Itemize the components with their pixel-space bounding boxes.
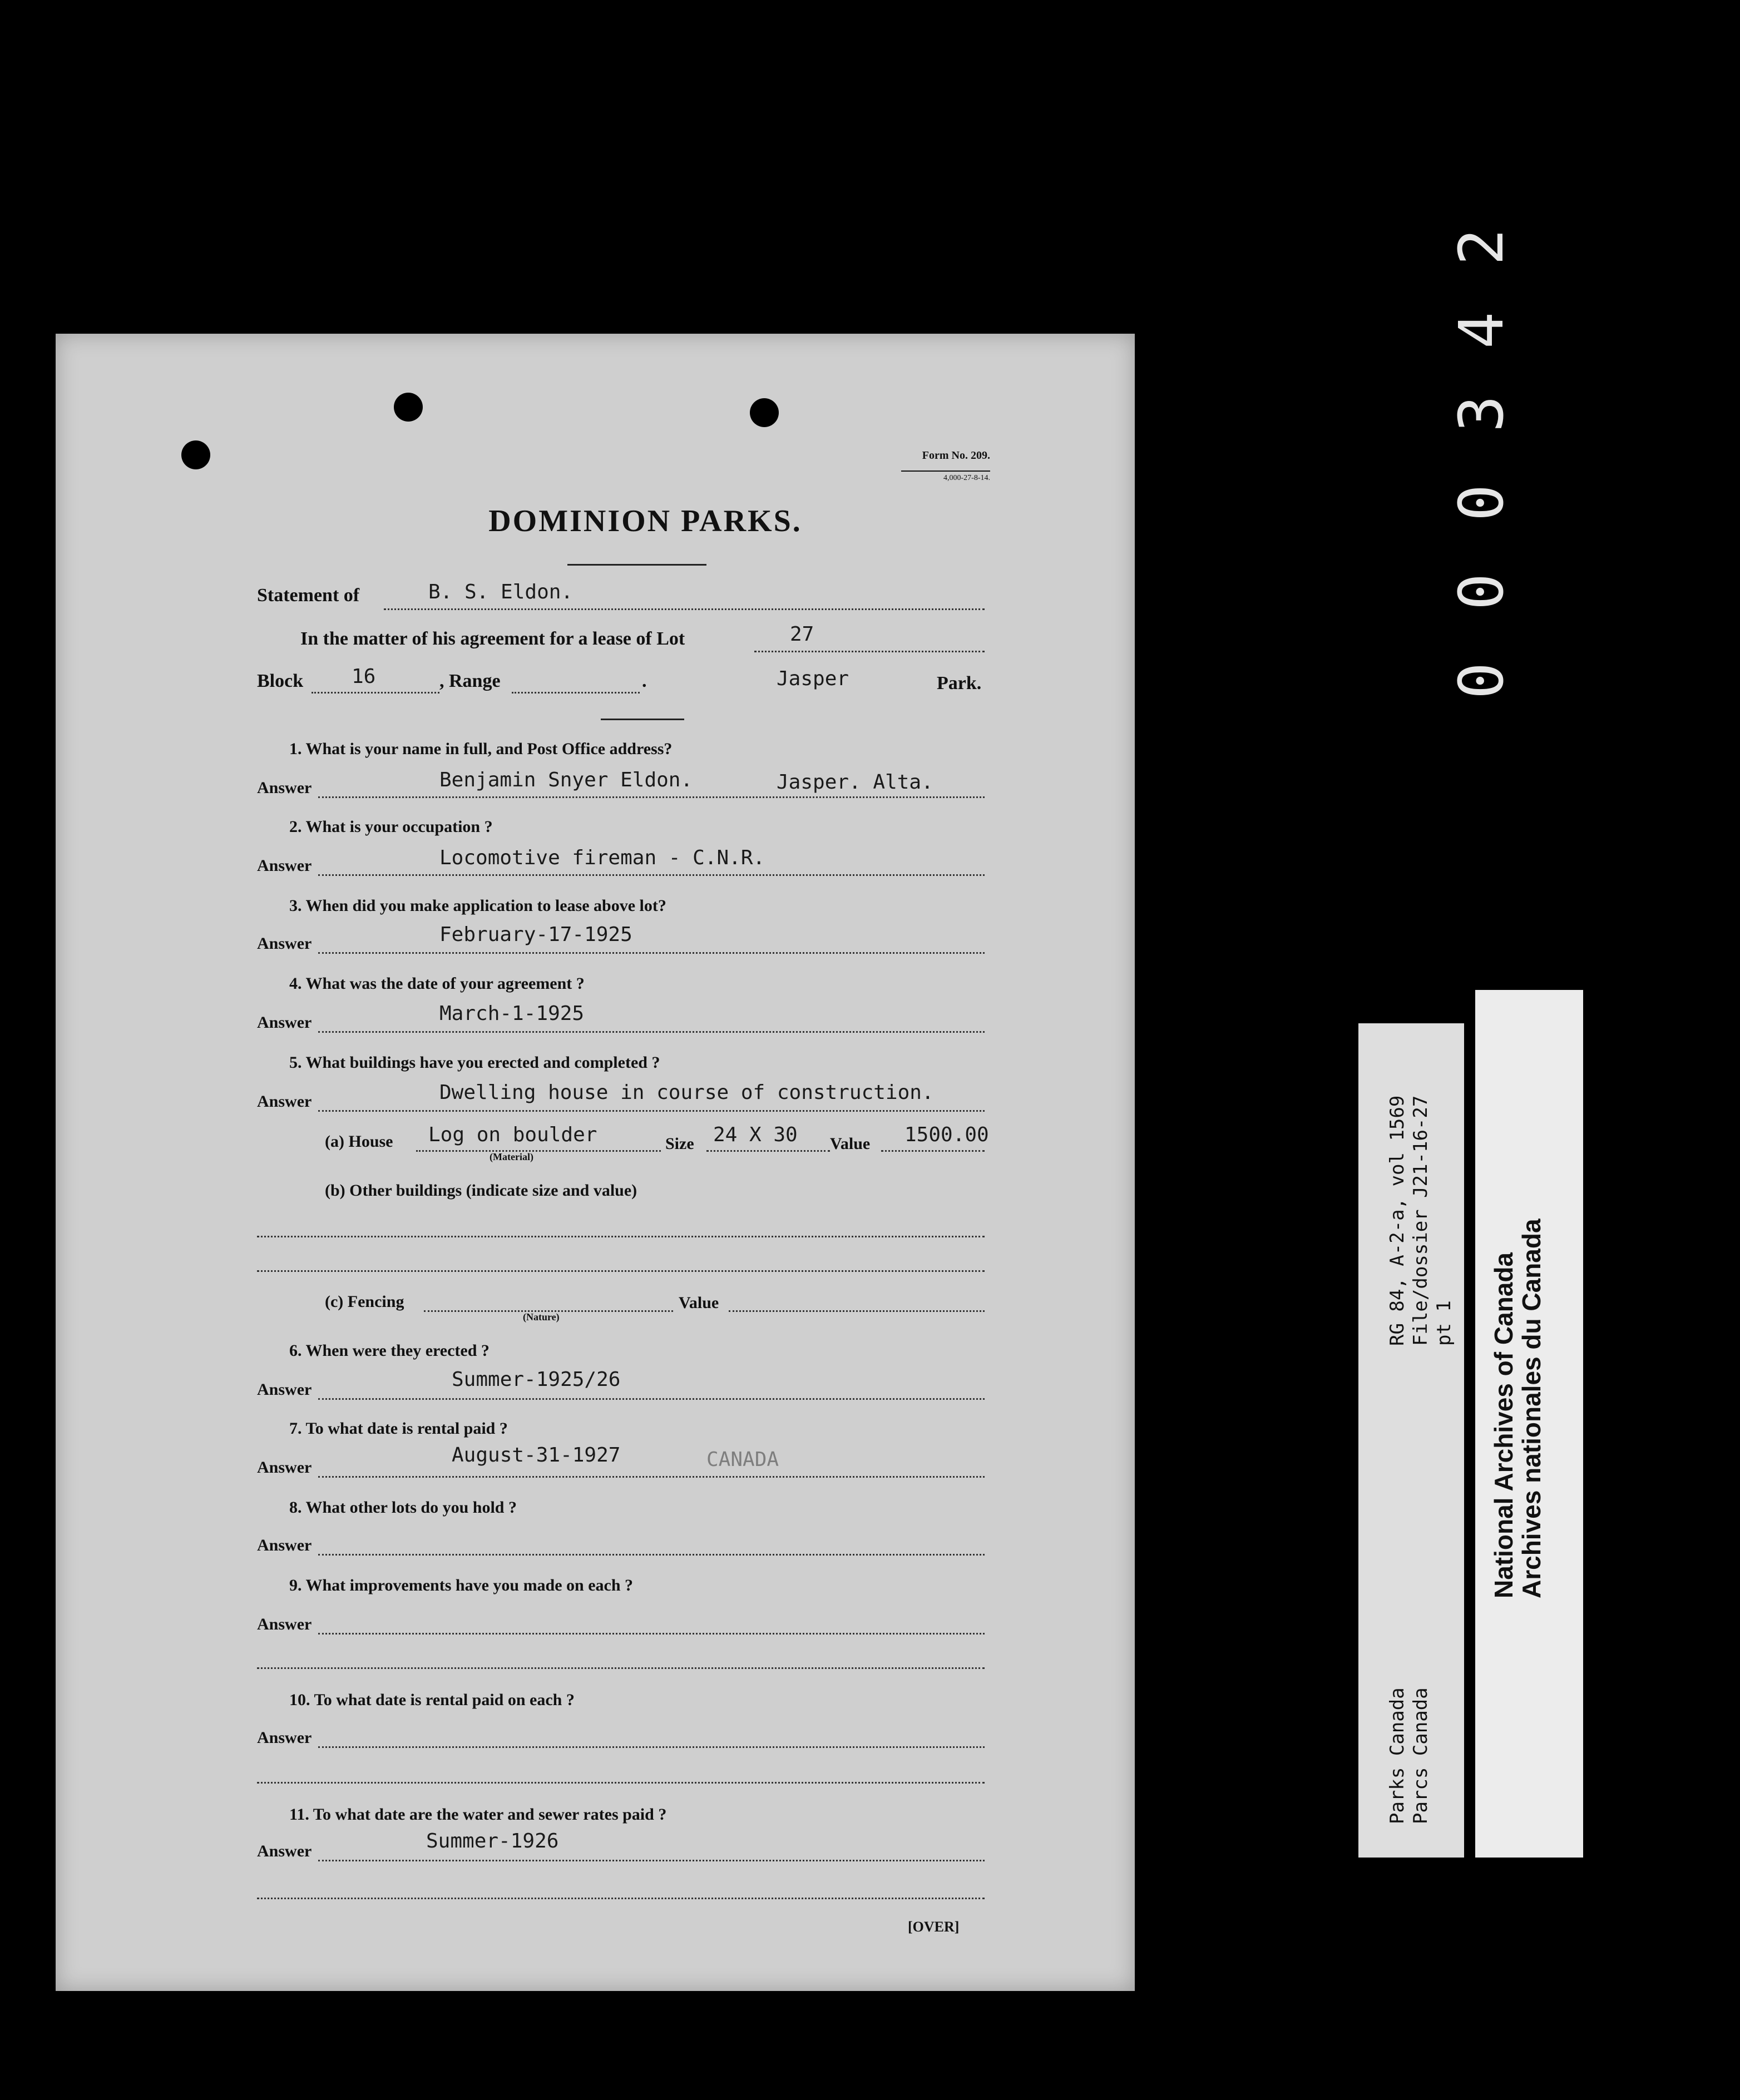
punch-hole: [750, 398, 779, 427]
dotted-line: [318, 1031, 985, 1033]
frame-digit: 0: [1446, 662, 1517, 700]
house-label: (a) House: [325, 1132, 393, 1151]
answer-label: Answer: [257, 1380, 312, 1399]
fencing-value-label: Value: [679, 1294, 719, 1312]
page-title: DOMINION PARKS.: [488, 504, 802, 538]
frame-number: [1446, 211, 1563, 745]
size-label: Size: [665, 1135, 694, 1153]
reference-line-3: pt 1: [1433, 1300, 1455, 1346]
dotted-line: [257, 1667, 985, 1669]
reference-line-2: File/dossier J21-16-27: [1410, 1095, 1432, 1346]
dotted-line: [318, 1860, 985, 1861]
archives-name-en: National Archives of Canada: [1489, 1252, 1518, 1598]
dotted-line: [318, 1110, 985, 1112]
dotted-line: [318, 1633, 985, 1635]
lot-value: 27: [790, 623, 814, 646]
faint-stamp: CANADA: [706, 1448, 779, 1471]
value-label: Value: [830, 1135, 871, 1153]
punch-hole: [394, 393, 423, 422]
reference-line-1: RG 84, A-2-a, vol 1569: [1386, 1095, 1408, 1346]
answer-11: Summer-1926: [426, 1830, 559, 1853]
dotted-line: [881, 1150, 985, 1152]
dotted-line: [318, 874, 985, 876]
statement-of-label: Statement of: [257, 585, 360, 606]
question-6: 6. When were they erected ?: [289, 1341, 490, 1360]
section-rule: [601, 719, 684, 720]
national-archives-label: [1475, 990, 1583, 1858]
form-number: Form No. 209.: [922, 449, 990, 462]
dotted-line: [312, 692, 439, 694]
question-4: 4. What was the date of your agreement ?: [289, 974, 585, 993]
dotted-line: [257, 1270, 985, 1272]
frame-digit: 0: [1446, 573, 1517, 611]
answer-label: Answer: [257, 1013, 312, 1032]
answer-label: Answer: [257, 779, 312, 797]
agency-fr: Parcs Canada: [1410, 1687, 1432, 1824]
range-label: , Range: [439, 671, 501, 691]
dotted-line: [754, 651, 985, 652]
over-marker: [OVER]: [908, 1919, 960, 1935]
answer-6: Summer-1925/26: [452, 1368, 621, 1391]
answer-label: Answer: [257, 1842, 312, 1860]
range-end: .: [642, 671, 647, 691]
question-9: 9. What improvements have you made on each ?: [289, 1576, 634, 1594]
title-rule: [567, 564, 706, 566]
question-5: 5. What buildings have you erected and completed ?: [289, 1053, 660, 1072]
fencing-label: (c) Fencing: [325, 1292, 404, 1311]
answer-label: Answer: [257, 1728, 312, 1747]
other-buildings-label: (b) Other buildings (indicate size and value): [325, 1181, 637, 1200]
question-7: 7. To what date is rental paid ?: [289, 1419, 508, 1438]
question-3: 3. When did you make application to lease above lot?: [289, 897, 666, 915]
question-2: 2. What is your occupation ?: [289, 818, 493, 836]
punch-hole: [181, 440, 210, 469]
frame-digit: 2: [1446, 228, 1517, 266]
answer-label: Answer: [257, 1458, 312, 1477]
question-10: 10. To what date is rental paid on each ?: [289, 1691, 575, 1709]
answer-2: Locomotive fireman - C.N.R.: [439, 846, 765, 869]
size-value: 24 X 30: [713, 1123, 798, 1146]
answer-label: Answer: [257, 1536, 312, 1554]
statement-of-value: B. S. Eldon.: [428, 581, 574, 603]
answer-label: Answer: [257, 1615, 312, 1633]
park-value: Jasper: [777, 667, 849, 690]
dotted-line: [318, 952, 985, 954]
dotted-line: [384, 608, 985, 610]
answer-5: Dwelling house in course of construction.: [439, 1081, 934, 1104]
dotted-line: [729, 1310, 985, 1312]
form-sheet: [56, 334, 1135, 1991]
block-label: Block: [257, 671, 304, 691]
house-value-amount: 1500.00: [904, 1123, 989, 1146]
answer-label: Answer: [257, 856, 312, 875]
archives-name-fr: Archives nationales du Canada: [1517, 1219, 1546, 1598]
dotted-line: [706, 1150, 830, 1152]
dotted-line: [257, 1898, 985, 1899]
dotted-line: [318, 1476, 985, 1478]
answer-1-address: Jasper. Alta.: [777, 771, 933, 794]
house-material-value: Log on boulder: [428, 1123, 597, 1146]
question-1: 1. What is your name in full, and Post Office address?: [289, 740, 673, 758]
park-label: Park.: [937, 673, 982, 694]
matter-label: In the matter of his agreement for a lease of Lot: [300, 628, 685, 649]
dotted-line: [318, 1554, 985, 1556]
agency-en: Parks Canada: [1386, 1687, 1408, 1824]
question-8: 8. What other lots do you hold ?: [289, 1498, 517, 1517]
dotted-line: [318, 1398, 985, 1400]
frame-digit: 0: [1446, 484, 1517, 522]
question-11: 11. To what date are the water and sewer rates paid ?: [289, 1805, 667, 1824]
dotted-line: [318, 1746, 985, 1748]
answer-label: Answer: [257, 934, 312, 953]
dotted-line: [257, 1782, 985, 1784]
dotted-line: [318, 796, 985, 798]
answer-3: February-17-1925: [439, 923, 632, 946]
answer-4: March-1-1925: [439, 1002, 585, 1025]
frame-digit: 3: [1446, 395, 1517, 433]
dotted-line: [416, 1150, 661, 1152]
answer-7: August-31-1927: [452, 1444, 621, 1467]
frame-digit: 4: [1446, 311, 1517, 349]
nature-caption: (Nature): [523, 1311, 560, 1323]
print-code: 4,000-27-8-14.: [901, 470, 990, 483]
material-caption: (Material): [490, 1151, 533, 1162]
archive-reference-label: [1358, 1023, 1464, 1858]
dotted-line: [257, 1236, 985, 1237]
dotted-line: [512, 692, 640, 694]
block-value: 16: [352, 665, 376, 688]
answer-label: Answer: [257, 1092, 312, 1111]
answer-1-name: Benjamin Snyer Eldon.: [439, 769, 693, 791]
